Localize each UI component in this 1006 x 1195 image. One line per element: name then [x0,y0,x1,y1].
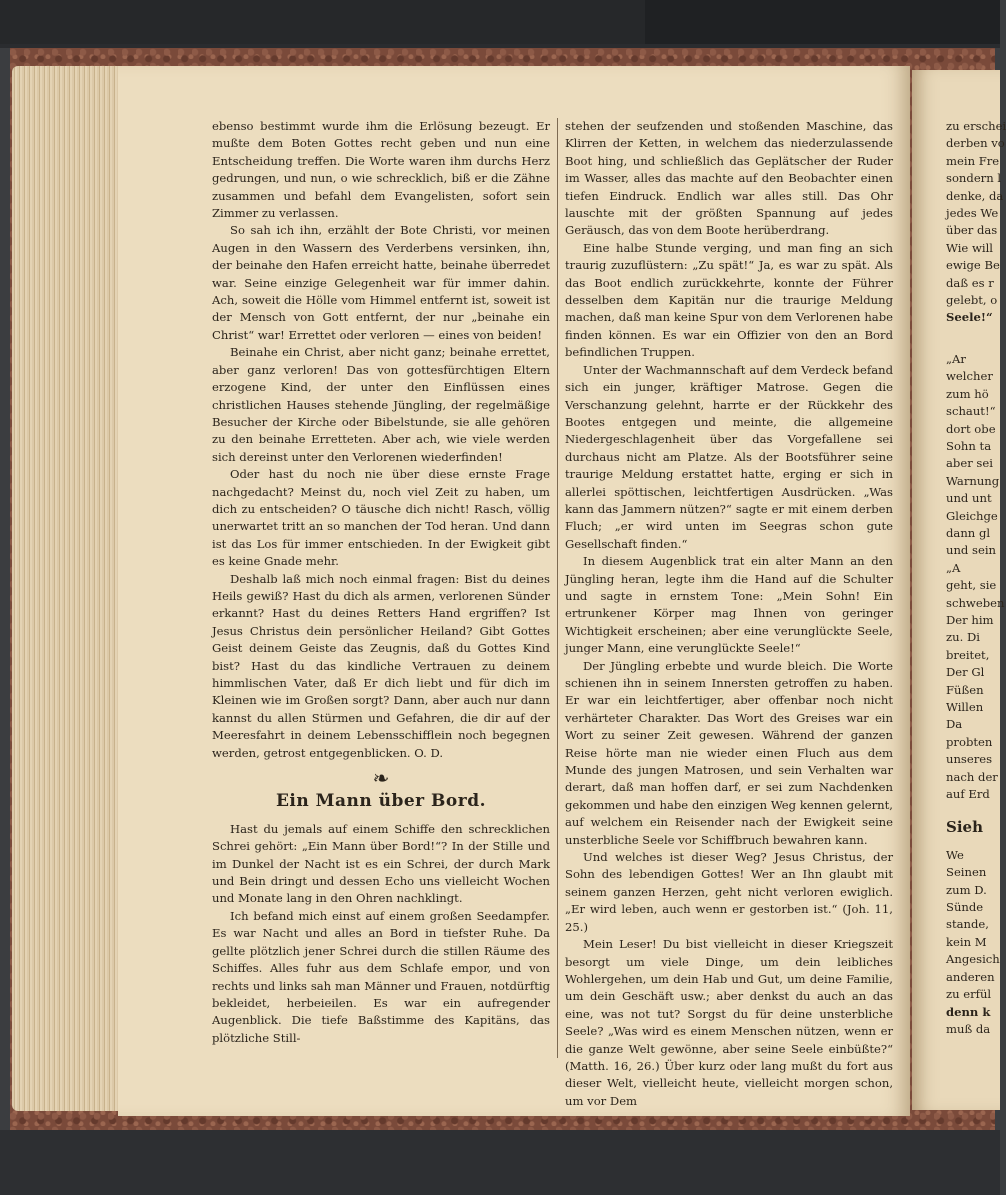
text-line: denn k [946,1004,991,1019]
text-line: anderen [946,969,995,984]
text-line: Der Gl [946,665,985,680]
text-line: auf Erd [946,787,990,802]
text-line: breitet, [946,647,990,662]
text-line: dort obe [946,421,996,436]
paragraph: stehen der seufzenden und stoßenden Maschine, das Klirren der Ketten, in welchem das niederzulassende Boot hing, und schließlich das Geplätscher der Ruder im Wasser, alles das machte auf den Beobachter einen tiefen Eindruck. Endlich war alles still. Das Ohr lauschte mit der größten Spannung auf jedes Geräusch, das von dem Boote herüberdrang. [565,119,893,238]
text-line: und unt [946,491,992,506]
text-line: Sünde [946,900,984,915]
text-line: Warnung [946,473,1000,488]
right-mid-lines [946,351,1006,717]
right-top-lines [946,118,1006,327]
text-line: jedes We [946,206,999,221]
text-line: „Ar [946,351,966,366]
text-line: stande, [946,917,989,932]
text-line: Der him [946,612,994,627]
text-line: sondern l [946,171,1002,186]
text-line: unseres [946,752,993,767]
paragraph: In diesem Augenblick trat ein alter Mann an den Jüngling heran, legte ihm die Hand auf die Schulter und sagte in ernstem Tone: „Mein Sohn! Ein ertrunkener Körper mag Ihnen von geringer Wichtigkeit erscheinen; aber eine verunglückte Seele, junger Mann, eine verunglückte Seele!“ [565,554,893,656]
page-edges [12,66,122,1111]
text-line: Da [946,717,963,732]
paragraph: ebenso bestimmt wurde ihm die Erlösung bezeugt. Er mußte dem Boten Gottes recht geben und nun eine Entscheidung treffen. Die Worte waren ihm durchs Herz gedrungen, und nun, o wie schrecklich, biß er die Zähne zusammen und befahl dem Evangelisten, sofort sein Zimmer zu verlassen. [212,119,550,221]
paragraph: Mein Leser! Du bist vielleicht in dieser Kriegszeit besorgt um viele Dinge, um dein leibliches Wohlergehen, um dein Hab und Gut, um deine Familie, um dein Geschäft usw.; aber denkst du auch an das eine, was not tut? Sorgst du für deine unsterbliche Seele? „Was wird es einem Menschen nützen, wenn er die ganze Welt gewönne, aber seine Seele einbüßte?“ (Matth. 16, 26.) Über kurz oder lang mußt du fort aus dieser Welt, vielleicht heute, vielleicht morgen schon, um vor Dem [565,937,893,1108]
paragraph: Beinahe ein Christ, aber nicht ganz; beinahe errettet, aber ganz verloren! Das von gottesfürchtigen Eltern erzogene Kind, der unter den Einflüssen eines christlichen Hauses stehende Jüngling, der regelmäßige Besucher der Kirche oder Bibelstunde, sie alle gehören zu den beinahe Erretteten. Aber ach, wie viele werden sich dereinst unter den Verlorenen wiederfinden! [212,345,550,464]
text-line: gelebt, o [946,293,998,308]
text-line: nach der [946,769,998,784]
middle-column [565,118,893,1110]
spacer [946,339,1006,351]
text-line: mein Fre [946,153,1000,168]
paragraph: Und welches ist dieser Weg? Jesus Christus, der Sohn des lebendigen Gottes! Wer an Ihn glaubt mit seinem ganzen Herzen, geht nicht verloren ewiglich. „Er wird leben, auch wenn er gestorben ist.“ (Joh. 11, 25.) [565,850,893,934]
background-top [0,0,1000,48]
ornament: ❧ [372,766,390,791]
text-line: kein M [946,934,987,949]
column-divider [557,118,558,1058]
text-line: über das [946,223,998,238]
text-line: Willen [946,700,984,714]
text-line: Sohn ta [946,438,992,453]
text-line: schaut!“ [946,404,996,419]
background-slab-right [645,0,1000,44]
right-mid2-lines [946,716,1006,803]
paragraph: Eine halbe Stunde verging, und man fing an sich traurig zuzuflüstern: „Zu spät!“ Ja, es war zu spät. Als das Boot endlich zurückkehrte, konnte der Führer desselben dem Kapitän nur die traurige Meldung machen, daß man keine Spur von dem Verlorenen habe finden können. Es war ein Offizier von den an Bord befindlichen Truppen. [565,240,893,360]
text-line: Angesich [946,952,1000,967]
text-line: dann gl [946,525,991,540]
right-section-title: Sieh [946,818,983,837]
spacer [946,327,1006,339]
paragraph: Der Jüngling erbebte und wurde bleich. Die Worte schienen ihn in seinem Innersten getroffen zu haben. Er war ein leichtfertiger, aber offenbar noch nicht verhärteter Charakter. Das Wort des Greises war ein Wort zu seiner Zeit gewesen. Während der ganzen Reise hörte man nie wieder einen Fluch aus dem Munde des jungen Matrosen, und sein Verhalten war derart, daß man hoffen darf, er sei zum Nachdenken gekommen und habe den einzigen Weg kennen gelernt, auf welchem ein Reisender nach der Ewigkeit seine unsterbliche Seele vor Schiffbruch bewahren kann. [565,658,893,847]
text-line: ewige Be [946,258,1000,273]
right-column-fragment [946,118,1006,1038]
paragraph: Deshalb laß mich noch einmal fragen: Bist du deines Heils gewiß? Hast du dich als armen, verlorenen Sünder erkannt? Hast du deines Retters Hand ergriffen? Ist Jesus Christus dein persönlicher Heiland? Gibt Gottes Geist deinem Geiste das Zeugnis, daß du Gottes Kind bist? Hast du das kindliche Vertrauen zu deinem himmlischen Vater, daß Er dich liebt und für dich im Kleinen wie im Großen sorgt? Dann, aber auch nur dann kannst du allen Stürmen und Gefahren, die dir auf der Meeresfahrt in deinem Lebensschifflein noch begegnen werden, getrost entgegenblicken. O. D. [212,571,550,760]
text-line: zu. Di [946,630,980,645]
text-line: geht, sie [946,578,997,593]
text-line: aber sei [946,456,993,471]
text-line: denke, da [946,188,1004,203]
text-line: „A [946,560,961,575]
paragraph: Oder hast du noch nie über diese ernste Frage nachgedacht? Meinst du, noch viel Zeit zu haben, um dich zu entscheiden? O täusche dich nicht! Rasch, völlig unerwartet tritt an so manchen der Tod heran. Und dann ist das Los für immer entschieden. In der Ewigkeit gibt es keine Gnade mehr. [212,467,550,569]
text-line: welcher [946,369,993,384]
text-line: schweben [946,595,1005,610]
left-column [212,118,550,1047]
paragraph: So sah ich ihn, erzählt der Bote Christi, vor meinen Augen in den Wassern des Verderbens versinken, ihn, der beinahe den Hafen erreicht hatte, beinahe überredet war. Seine einzige Gelegenheit war für immer dahin. Ach, soweit die Hölle vom Himmel entfernt ist, soweit ist der Mensch von Gott entfernt, der nur „beinahe ein Christ“ war! Errettet oder verloren — eines von beiden! [212,223,550,342]
text-line: Seele!“ [946,310,993,325]
text-line: Füßen [946,682,984,697]
text-line: probten [946,734,993,749]
text-line: daß es r [946,275,994,290]
paragraph: Hast du jemals auf einem Schiffe den schrecklichen Schrei gehört: „Ein Mann über Bord!“? In der Stille und im Dunkel der Nacht ist es ein Schrei, der durch Mark und Bein dringt und dessen Echo uns vielleicht Wochen und Monate lang in den Ohren nachklingt. [212,821,550,906]
text-line: muß da [946,1021,991,1036]
paragraph: Ich befand mich einst auf einem großen Seedampfer. Es war Nacht und alles an Bord in tiefster Ruhe. Da gellte plötzlich jener Schrei durch die stillen Räume des Schiffes. Alles fuhr aus dem Schlafe empor, und von rechts und links sah man Männer und Frauen, notdürftig bekleidet, herbeieilen. Es war ein aufregender Augenblick. Die tiefe Baßstimme des Kapitäns, das plötzliche Still- [212,908,550,1045]
text-line: und sein [946,543,997,558]
paragraph: Unter der Wachmannschaft auf dem Verdeck befand sich ein junger, kräftiger Matrose. Gegen die Verschanzung gelehnt, harrte er der Rückkehr des Bootes entgegen und meinte, die allgemeine Niedergeschlagenheit über das Vorgefallene sei durchaus nicht am Platze. Als der Bootsführer seine traurige Meldung erstattet hatte, erging er sich in allerlei spöttischen, leichtfertigen Ausdrücken. „Was kann das Jammern nützen?“ sagte er mit einem derben Fluch; „er wird unten im Seegras schon gute Gesellschaft finden.“ [565,362,893,551]
background-slab [0,0,645,44]
right-bottom-lines [946,847,1006,1038]
text-line: We [946,847,964,862]
text-line: zu erfül [946,987,992,1002]
text-line: zum hö [946,386,989,401]
text-line: Wie will [946,240,994,255]
text-line: zum D. [946,882,987,897]
text-line: zu erschei [946,119,1006,133]
background-bottom [0,1130,1000,1195]
section-title: Ein Mann über Bord. [275,791,487,812]
text-line: Seinen [946,865,987,880]
text-line: Gleichge [946,508,998,523]
text-line: derben vo [946,136,1005,151]
